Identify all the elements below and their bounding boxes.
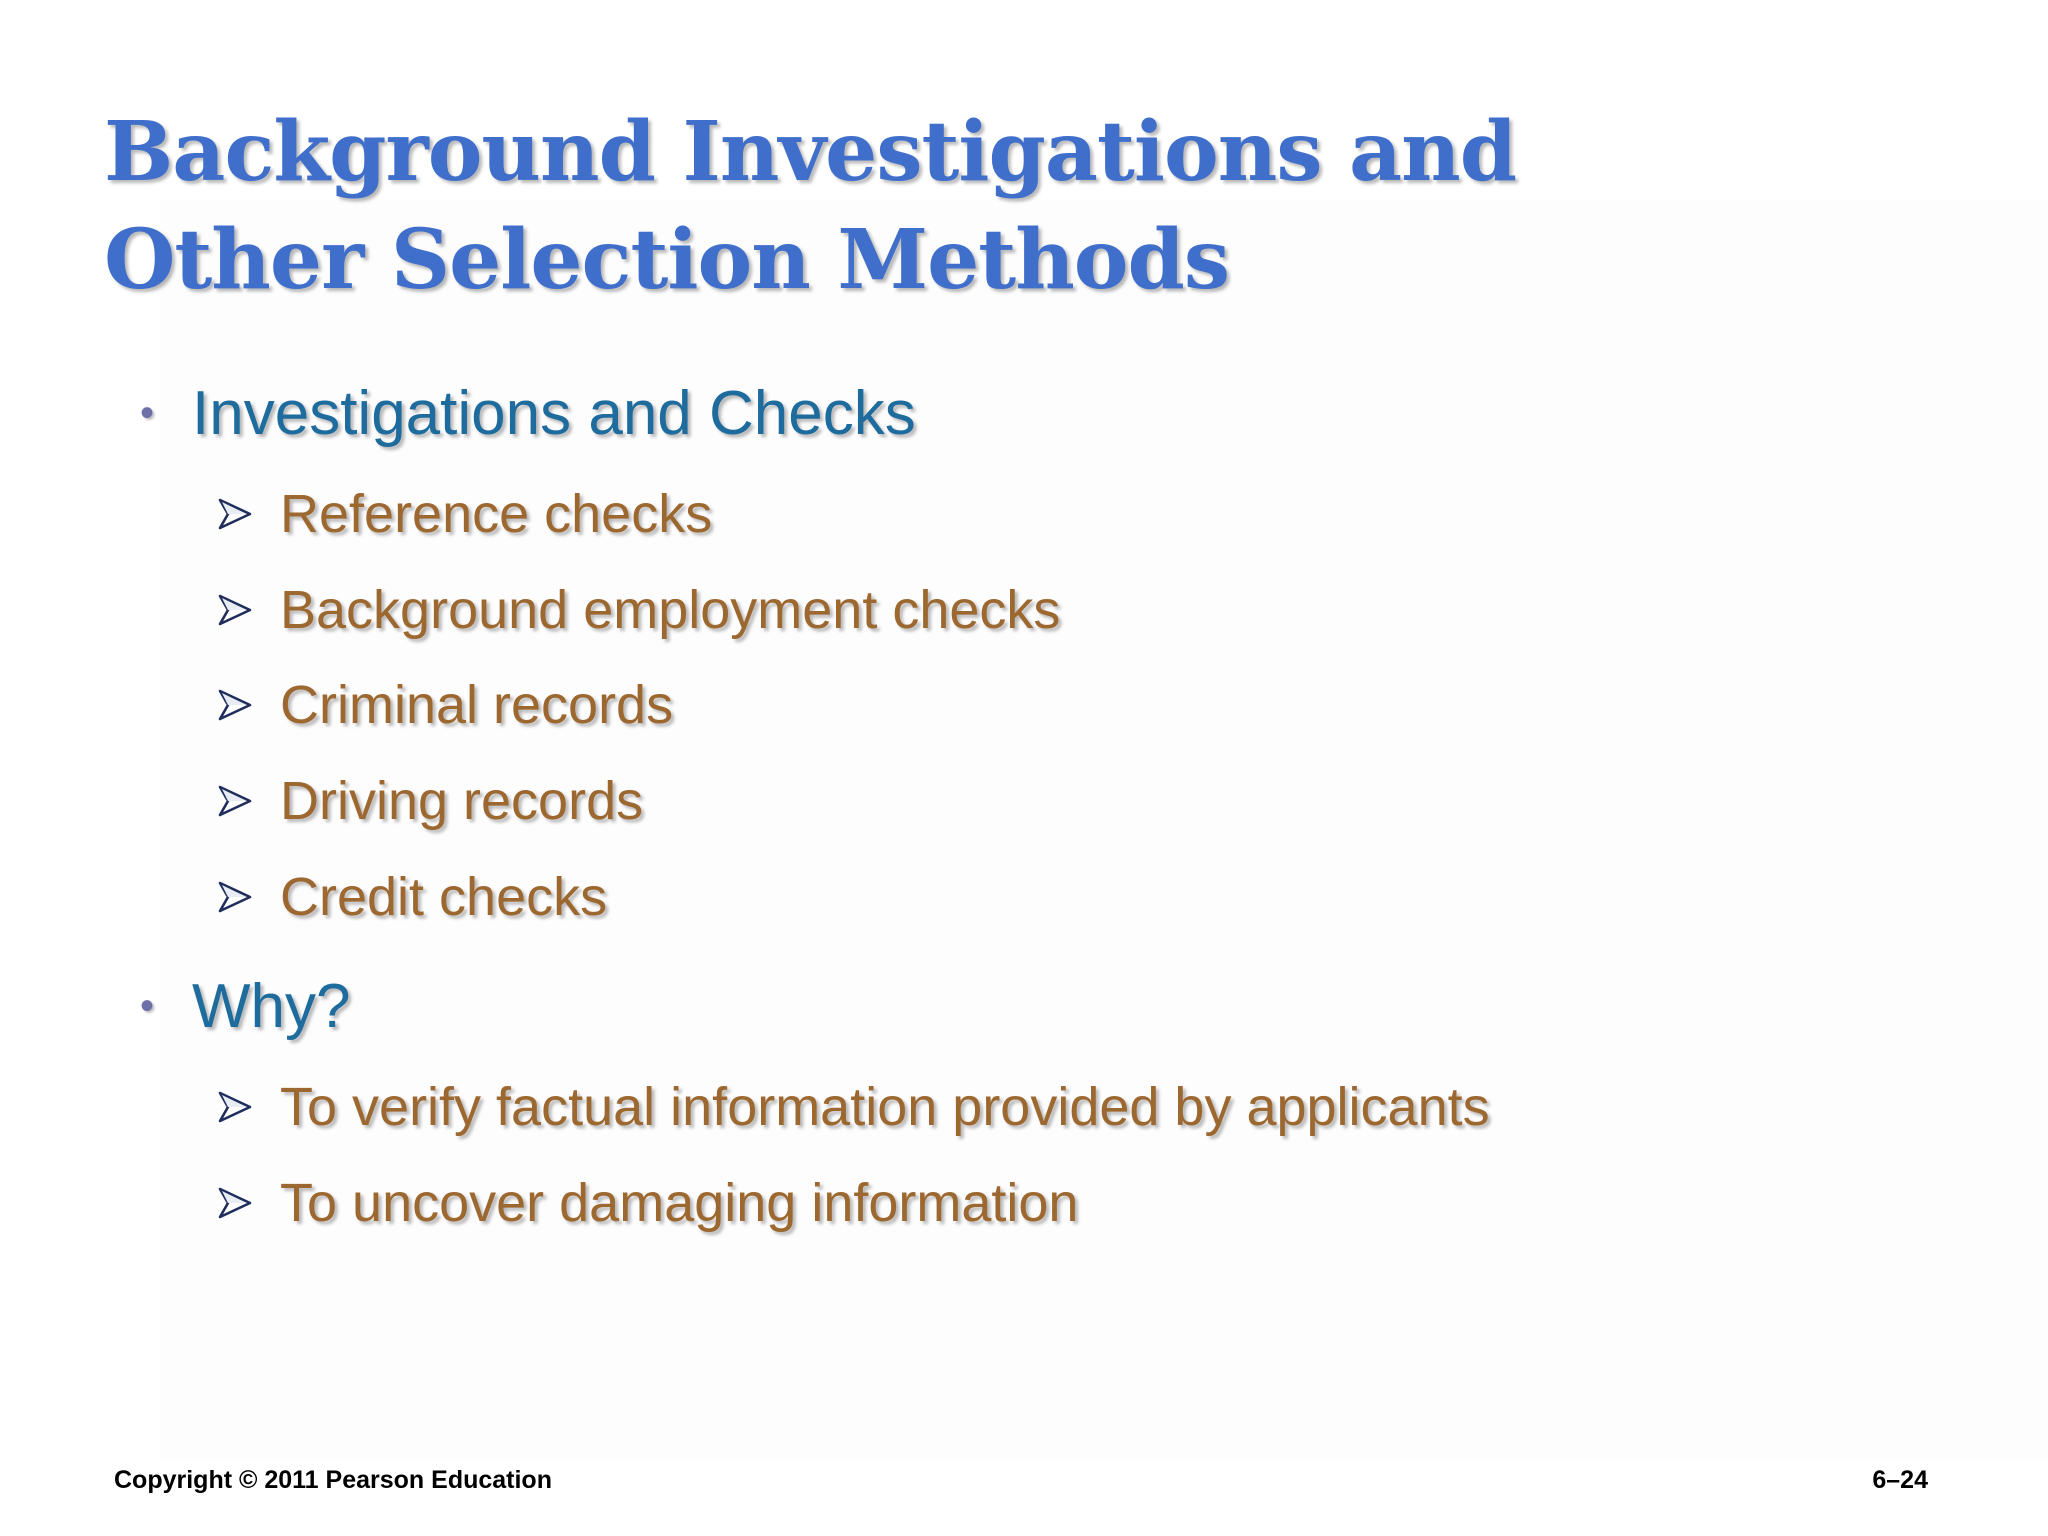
footer-copyright: Copyright © 2011 Pearson Education xyxy=(114,1466,552,1494)
arrowhead-icon xyxy=(218,1087,280,1127)
bullet-investigations-and-checks xyxy=(140,373,916,453)
sub-bullet-background-employment-checks xyxy=(218,577,1060,643)
sub-bullet-credit-checks xyxy=(218,864,607,930)
sub-bullet-driving-records xyxy=(218,768,643,834)
bullet-dot-icon: • xyxy=(140,984,155,1028)
arrowhead-icon xyxy=(218,1183,280,1223)
sub-bullet-text: Reference checks xyxy=(280,484,713,544)
arrowhead-icon xyxy=(218,590,280,630)
arrowhead-icon xyxy=(218,877,280,917)
sub-bullet-reference-checks xyxy=(218,481,712,547)
sub-bullet-text: Driving records xyxy=(280,771,644,831)
sub-bullet-criminal-records xyxy=(218,672,673,738)
slide-title-line-2: Other Selection Methods xyxy=(104,212,1229,308)
bullet-why xyxy=(140,966,350,1046)
sub-bullet-text: To verify factual information provided by applicants xyxy=(280,1077,1490,1137)
bullet-heading: Why? xyxy=(192,971,351,1041)
arrowhead-icon xyxy=(218,781,280,821)
bullet-dot-icon: • xyxy=(140,391,155,435)
sub-bullet-text: To uncover damaging information xyxy=(280,1173,1079,1233)
sub-bullet-uncover-damaging-information xyxy=(218,1170,1078,1236)
sub-bullet-verify-factual-information xyxy=(218,1074,1490,1140)
bullet-heading: Investigations and Checks xyxy=(192,378,916,448)
sub-bullet-text: Credit checks xyxy=(280,867,608,927)
footer-page-number: 6–24 xyxy=(1872,1466,1928,1494)
arrowhead-icon xyxy=(218,494,280,534)
slide-title-line-1: Background Investigations and xyxy=(104,104,1517,200)
sub-bullet-text: Criminal records xyxy=(280,675,674,735)
sub-bullet-text: Background employment checks xyxy=(280,580,1061,640)
arrowhead-icon xyxy=(218,685,280,725)
